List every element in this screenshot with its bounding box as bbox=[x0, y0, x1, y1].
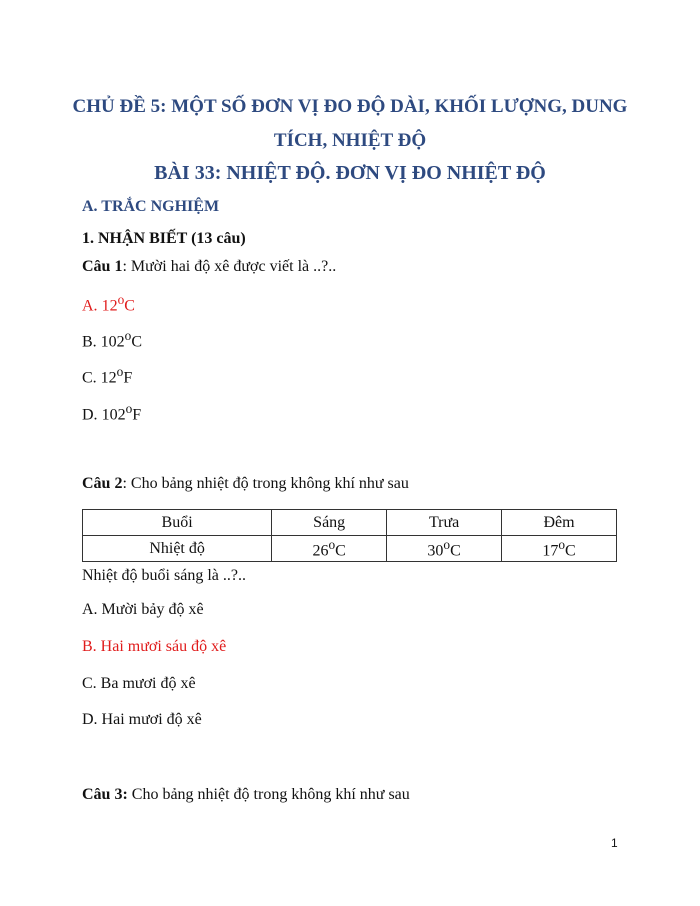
question-3-text: Cho bảng nhiệt độ trong không khí như sau bbox=[127, 786, 410, 803]
option-value: 102 bbox=[101, 406, 126, 424]
question-3 bbox=[82, 785, 410, 805]
table-header-row bbox=[83, 510, 617, 536]
question-2 bbox=[82, 474, 409, 494]
option-unit: F bbox=[123, 369, 133, 387]
table-cell: 26$^o$C bbox=[272, 536, 387, 562]
option-value: 12 bbox=[101, 297, 118, 315]
question-1 bbox=[82, 257, 336, 277]
subsection-heading: 1. NHẬN BIẾT (13 câu) bbox=[82, 230, 246, 247]
question-2-text: : Cho bảng nhiệt độ trong không khí như sau bbox=[122, 475, 409, 492]
temperature-table bbox=[82, 509, 617, 562]
question-1-option-b: B. 102$^o$C bbox=[82, 328, 143, 351]
question-2-label: Câu 2 bbox=[82, 475, 123, 492]
table-header-cell: Đêm bbox=[502, 510, 617, 536]
degree-mark: o bbox=[328, 536, 336, 552]
table-cell: 17$^o$C bbox=[502, 536, 617, 562]
question-2-option-c: C. Ba mươi độ xê bbox=[82, 675, 196, 692]
option-unit: F bbox=[132, 406, 142, 424]
question-3-label: Câu 3: bbox=[82, 786, 128, 803]
chapter-title-line-2: TÍCH, NHIỆT ĐỘ bbox=[273, 130, 427, 151]
question-1-option-c: C. 12$^o$F bbox=[82, 364, 133, 387]
question-2-option-a: A. Mười bảy độ xê bbox=[82, 601, 204, 618]
option-unit: C bbox=[131, 333, 143, 351]
option-value: 12 bbox=[100, 369, 117, 387]
option-unit: C bbox=[124, 297, 135, 315]
question-1-label: Câu 1 bbox=[82, 258, 123, 275]
degree-mark: o bbox=[117, 292, 125, 307]
table-row-label: Nhiệt độ bbox=[83, 536, 272, 562]
question-1-option-d: D. 102$^o$F bbox=[82, 401, 142, 424]
lesson-title: BÀI 33: NHIỆT ĐỘ. ĐƠN VỊ ĐO NHIỆT ĐỘ bbox=[154, 162, 546, 184]
degree-mark: o bbox=[116, 364, 124, 379]
page-number: 1 bbox=[611, 836, 618, 850]
question-1-option-a: A. 12$^o$C bbox=[82, 292, 135, 315]
table-header-cell: Sáng bbox=[272, 510, 387, 536]
question-2-option-d: D. Hai mươi độ xê bbox=[82, 711, 202, 728]
degree-mark: o bbox=[558, 536, 566, 552]
section-heading: A. TRẮC NGHIỆM bbox=[82, 198, 220, 215]
table-header-cell: Trưa bbox=[387, 510, 502, 536]
table-row bbox=[83, 536, 617, 562]
table-header-cell: Buổi bbox=[83, 510, 272, 536]
question-2-option-b: B. Hai mươi sáu độ xê bbox=[82, 638, 227, 655]
degree-mark: o bbox=[125, 401, 133, 416]
degree-mark: o bbox=[124, 328, 132, 343]
question-1-text: : Mười hai độ xê được viết là ..?.. bbox=[122, 258, 337, 275]
table-cell: 30$^o$C bbox=[387, 536, 502, 562]
option-value: 102 bbox=[100, 333, 125, 351]
question-2-prompt: Nhiệt độ buổi sáng là ..?.. bbox=[82, 567, 246, 584]
chapter-title-line-1: CHỦ ĐỀ 5: MỘT SỐ ĐƠN VỊ ĐO ĐỘ DÀI, KHỐI LƯỢNG, DUNG bbox=[72, 96, 628, 117]
degree-mark: o bbox=[443, 536, 451, 552]
